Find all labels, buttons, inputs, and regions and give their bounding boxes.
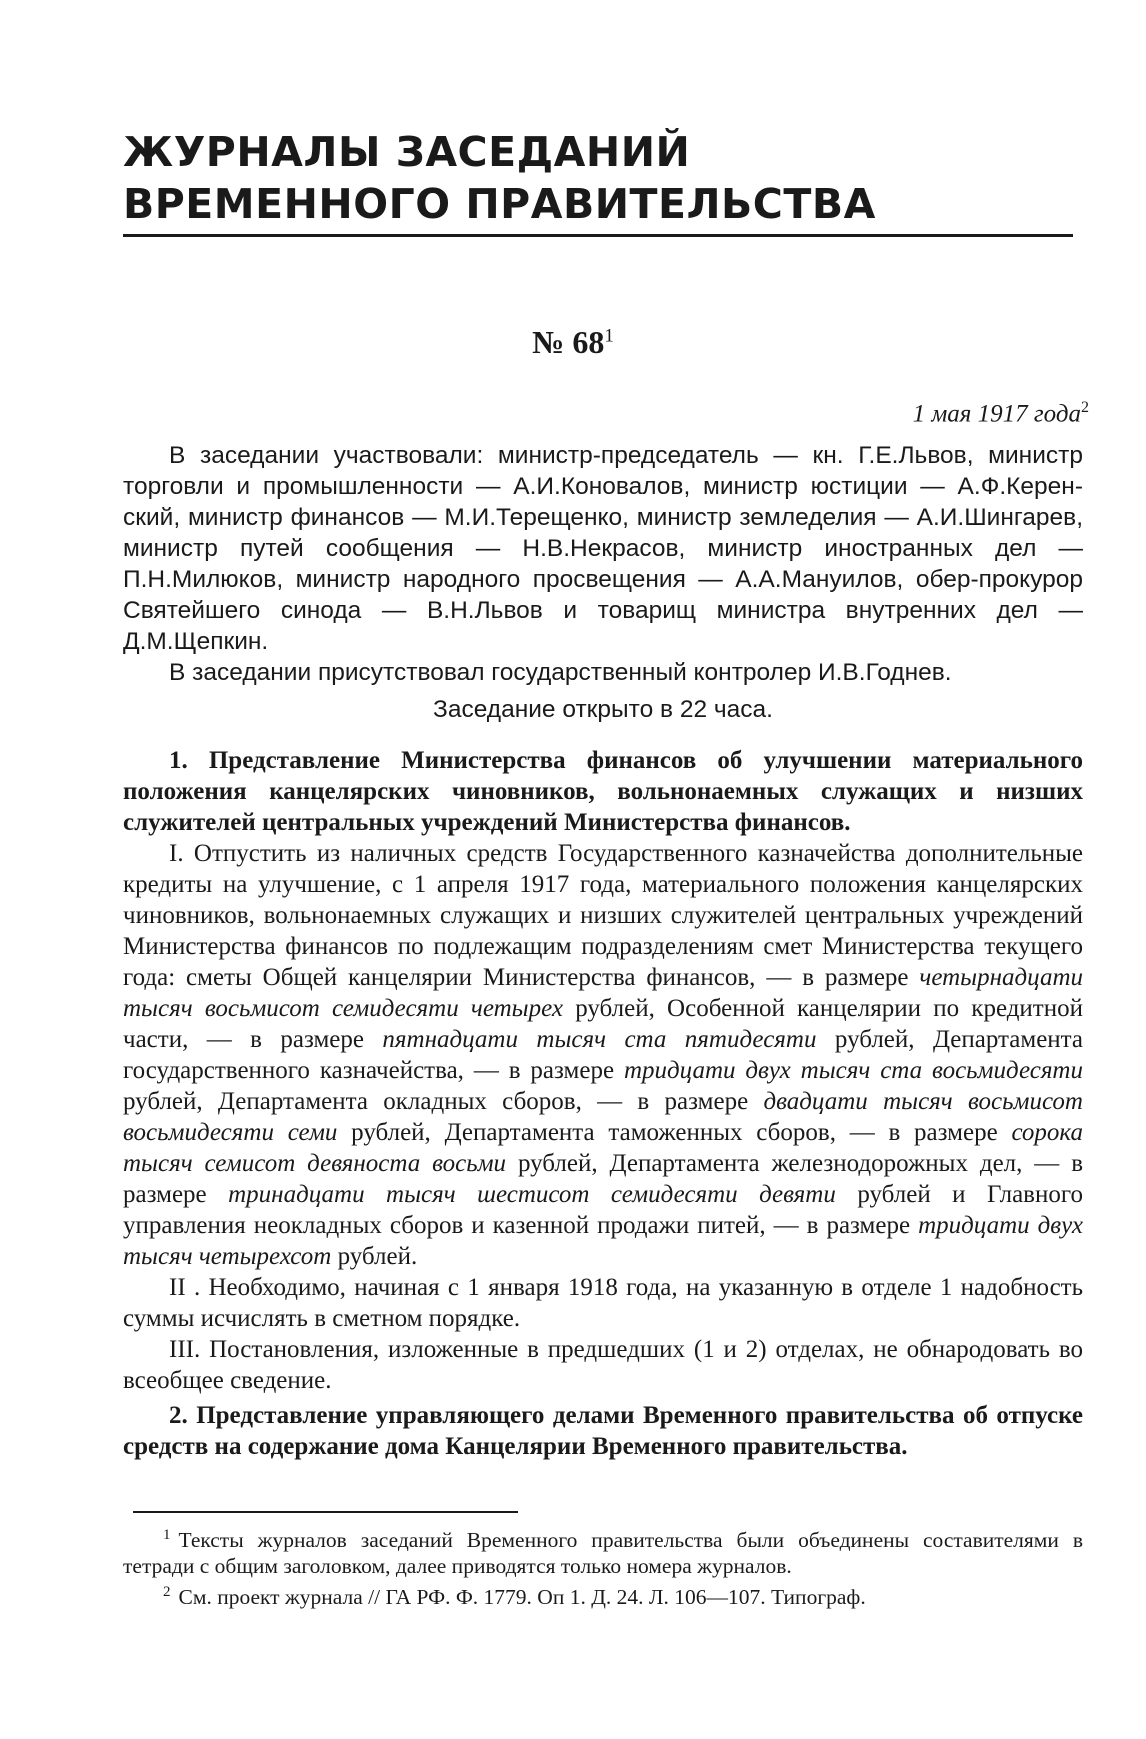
text-segment: рублей.: [331, 1243, 418, 1270]
opened-paragraph: Заседание открыто в 22 часа.: [433, 696, 773, 723]
journal-number-text: № 68: [532, 324, 605, 360]
footnote-1: [123, 1522, 1083, 1579]
text-segment: I. Отпустить из наличных средств Государственного казначейства дополнительные кредиты на улучшение, с 1 апреля 1917 года, материального положения канцелярских чиновников, вольнонаемных служащих и низших служителей центральных учреждений Министерства финансов по подлежащим подразделениям смет Министерства текущего года: сметы Общей канцелярии Министерства финансов, — в размере: [123, 840, 1083, 991]
footnote-text: Тексты журналов заседаний Временного правительства были объединены составителями в тетради с общим заголовком, далее приводятся только номера журналов.: [123, 1528, 1083, 1579]
text-segment: рублей, Департамента таможенных сборов, — в размере: [337, 1119, 1012, 1146]
journal-body: [123, 440, 1083, 1462]
amount-text: сорока тысяч семисот девяноста восьми: [123, 1119, 1083, 1177]
running-header: [123, 126, 1073, 237]
item-1-section-3: III. Постановления, изложенные в предшедших (1 и 2) отделах, не обнародовать во всеобщее сведение.: [123, 1336, 1083, 1394]
text-segment: рублей, Департамента государственного казначейства, — в размере: [123, 1026, 1083, 1084]
text-segment: рублей, Департамента железнодорожных дел, — в размере: [123, 1150, 1083, 1208]
text-segment: рублей и Главного управления неокладных сборов и казенной продажи питей, — в размере: [123, 1181, 1083, 1239]
footnote-text: См. проект журнала // ГА РФ. Ф. 1779. Оп 1. Д. 24. Л. 106—107. Типограф.: [178, 1585, 866, 1610]
meeting-date: [913, 399, 1089, 428]
text-segment: рублей, Департамента окладных сборов, — в размере: [123, 1088, 764, 1115]
footnote-ref-2: 2: [1081, 399, 1089, 416]
footnotes: [123, 1522, 1083, 1610]
amount-text: тридцати двух тысяч ста восьмидесяти: [623, 1057, 1083, 1084]
journal-number: [0, 324, 1146, 361]
amount-text: тридцати двух тысяч четырехсот: [123, 1212, 1083, 1270]
participants-paragraph: В заседании участвовали: министр-председатель — кн. Г.Е.Львов, министр торговли и промышленности — А.И.Коновалов, министр юстиции — А.Ф.Керенский, министр финансов — М.И.Терещенко, министр земледелия — А.И.Шингарев, министр путей сообщения — Н.В.Некрасов, министр иностранных дел — П.Н.Милюков, министр народного просвещения — А.А.Мануилов, обер-прокурор Святейшего синода — В.Н.Львов и товарищ министра внутренних дел — Д.М.Щепкин.: [123, 442, 1083, 655]
header-title-line-2: ВРЕМЕННОГО ПРАВИТЕЛЬСТВА: [123, 180, 876, 228]
header-title-line-1: ЖУРНАЛЫ ЗАСЕДАНИЙ: [123, 128, 691, 176]
footnote-ref-1: 1: [604, 325, 614, 347]
amount-text: двадцати тысяч восьмисот восьмидесяти семи: [123, 1088, 1083, 1146]
item-1-heading: 1. Представление Министерства финансов об улучшении материального положения канцелярских чиновников, вольнонаемных служащих и низших служителей центральных учреждений Министерства финансов.: [123, 747, 1083, 836]
footnote-divider: [133, 1511, 518, 1513]
present-paragraph: В заседании присутствовал государственный контролер И.В.Годнев.: [169, 659, 952, 686]
footnote-mark: 2: [163, 1584, 171, 1601]
footnote-2: [123, 1579, 1083, 1610]
meeting-date-text: 1 мая 1917 года: [912, 400, 1081, 428]
item-1-section-2: II . Необходимо, начиная с 1 января 1918 года, на указанную в отделе 1 надобность суммы исчислять в сметном порядке.: [123, 1274, 1083, 1332]
amount-text: пятнадцати тысяч ста пятидесяти: [382, 1026, 817, 1053]
amount-text: четырнадцати тысяч восьмисот семидесяти четырех: [123, 964, 1083, 1022]
item-1-section-1: [123, 838, 1083, 1272]
amount-text: тринадцати тысяч шестисот семидесяти девяти: [228, 1181, 836, 1208]
footnote-mark: 1: [163, 1527, 171, 1543]
text-segment: рублей, Особенной канцелярии по кредитной части, — в размере: [123, 995, 1083, 1053]
item-2-heading: 2. Представление управляющего делами Временного правительства об отпуске средств на содержание дома Канцелярии Временного правительства.: [123, 1402, 1083, 1460]
